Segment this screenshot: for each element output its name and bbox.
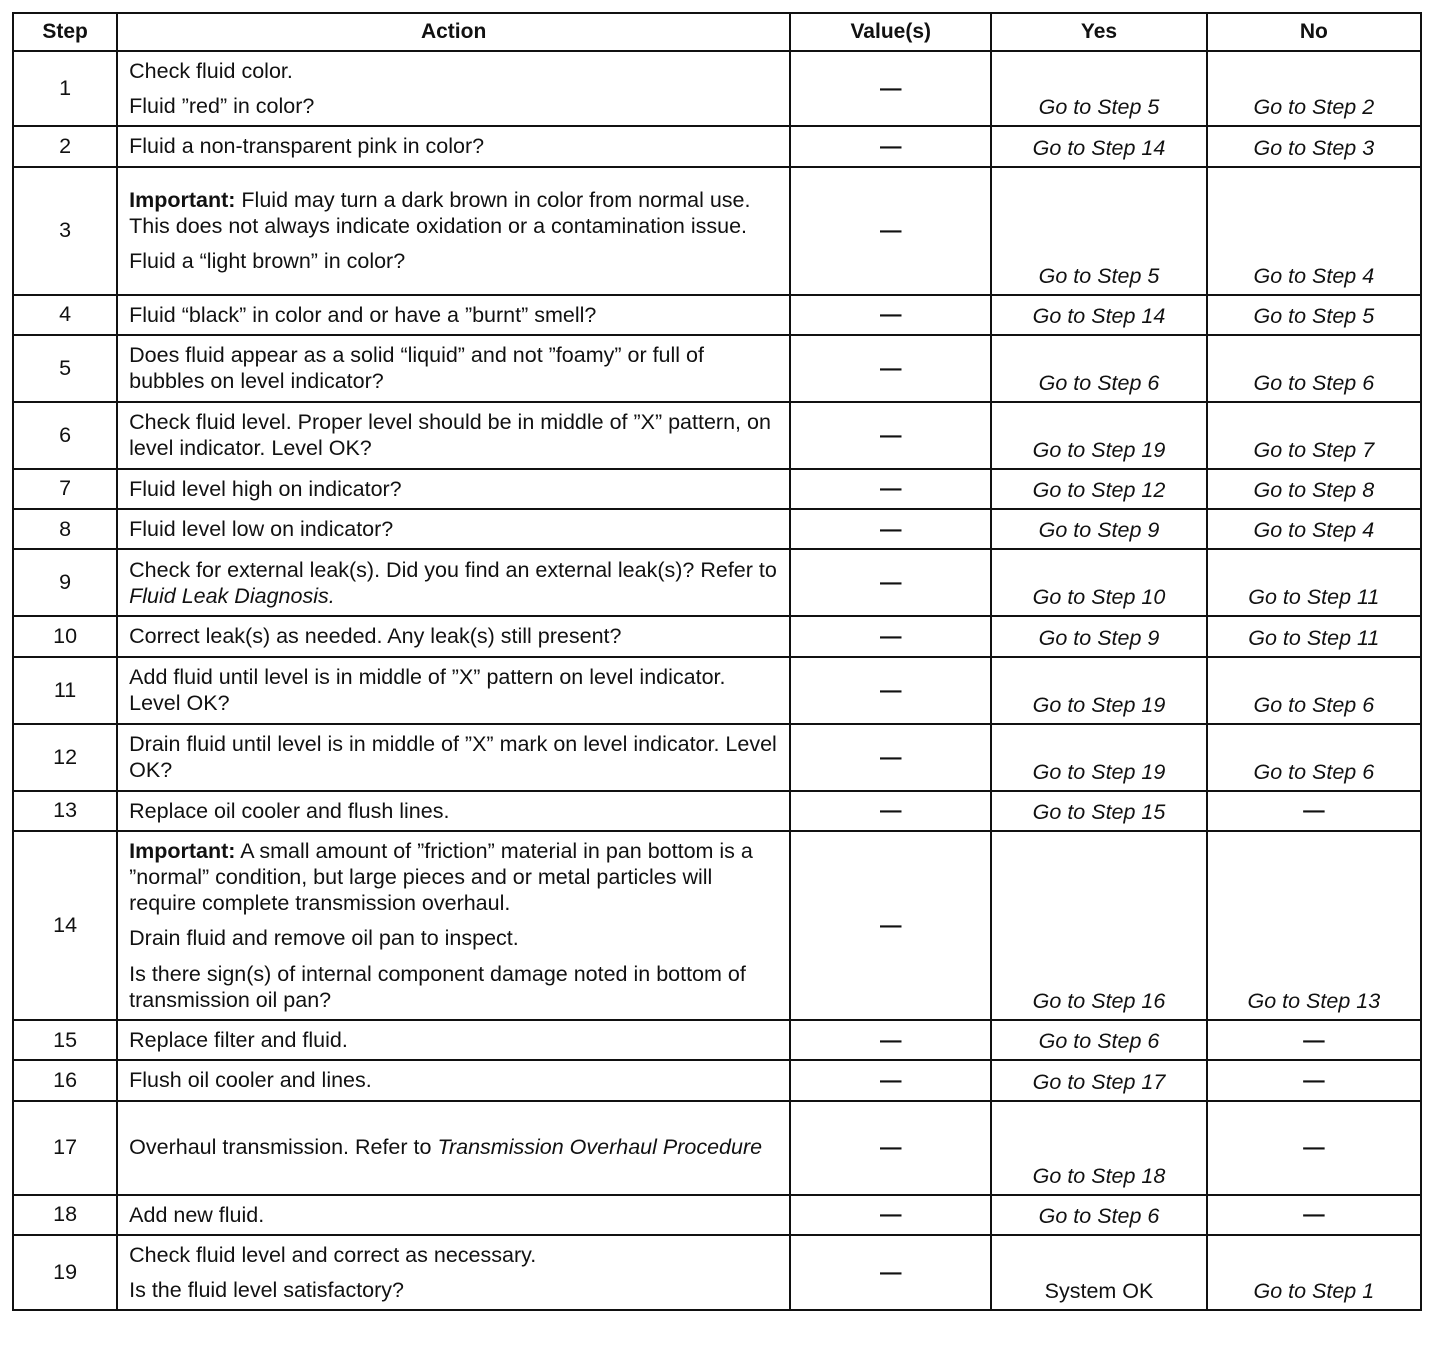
action-line (129, 798, 779, 824)
header-step: Step (13, 13, 117, 51)
action-text: Replace oil cooler and flush lines. (129, 798, 450, 823)
yes-cell: Go to Step 10 (991, 549, 1206, 616)
step-number: 14 (13, 831, 117, 1020)
yes-cell: Go to Step 18 (991, 1101, 1206, 1195)
action-cell (117, 295, 790, 335)
value-cell: — (790, 1060, 991, 1100)
step-number: 4 (13, 295, 117, 335)
action-cell (117, 1060, 790, 1100)
action-text: Overhaul transmission. Refer to (129, 1135, 438, 1160)
action-line (129, 1027, 779, 1053)
table-row (13, 402, 1421, 469)
table-row (13, 1235, 1421, 1310)
action-line (129, 1277, 779, 1303)
value-cell: — (790, 831, 991, 1020)
step-number: 6 (13, 402, 117, 469)
action-line (129, 925, 779, 951)
step-number: 12 (13, 724, 117, 791)
action-cell (117, 1020, 790, 1060)
header-yes: Yes (991, 13, 1206, 51)
yes-cell: Go to Step 6 (991, 1195, 1206, 1235)
action-text: Is there sign(s) of internal component damage noted in bottom of transmission oil pan? (129, 961, 746, 1012)
no-cell: Go to Step 4 (1207, 509, 1421, 549)
value-cell: — (790, 791, 991, 831)
action-cell (117, 791, 790, 831)
step-number: 17 (13, 1101, 117, 1195)
action-cell (117, 509, 790, 549)
no-cell: — (1207, 1101, 1421, 1195)
header-row (13, 13, 1421, 51)
action-line (129, 409, 779, 461)
action-line (129, 93, 779, 119)
important-text: A small amount of ”friction” material in pan bottom is a ”normal” condition, but large pieces and or metal particles will require complete transmission overhaul. (129, 838, 753, 916)
action-text: Check fluid level. Proper level should be in middle of ”X” pattern, on level indicator. Level OK? (129, 410, 771, 461)
action-cell (117, 1195, 790, 1235)
action-text: Check fluid level and correct as necessary. (129, 1242, 537, 1267)
yes-cell: Go to Step 19 (991, 402, 1206, 469)
yes-cell: Go to Step 5 (991, 51, 1206, 126)
table-row (13, 1020, 1421, 1060)
no-cell: Go to Step 7 (1207, 402, 1421, 469)
value-cell: — (790, 295, 991, 335)
important-note (129, 187, 779, 239)
action-text: Flush oil cooler and lines. (129, 1068, 372, 1093)
value-cell: — (790, 1235, 991, 1310)
procedure-reference: Fluid Leak Diagnosis. (129, 583, 335, 608)
action-line (129, 476, 779, 502)
yes-cell: Go to Step 6 (991, 335, 1206, 402)
action-line (129, 731, 779, 783)
action-line (129, 1242, 779, 1268)
action-cell (117, 724, 790, 791)
table-row (13, 724, 1421, 791)
step-number: 16 (13, 1060, 117, 1100)
table-row (13, 549, 1421, 616)
no-cell: Go to Step 1 (1207, 1235, 1421, 1310)
action-text: Fluid a non-transparent pink in color? (129, 134, 485, 159)
no-cell: Go to Step 3 (1207, 126, 1421, 166)
procedure-reference: Transmission Overhaul Procedure (437, 1135, 763, 1160)
action-text: Is the fluid level satisfactory? (129, 1277, 404, 1302)
no-cell: — (1207, 1195, 1421, 1235)
value-cell: — (790, 549, 991, 616)
action-line (129, 1202, 779, 1228)
yes-cell: Go to Step 15 (991, 791, 1206, 831)
action-cell (117, 335, 790, 402)
yes-cell: Go to Step 5 (991, 167, 1206, 295)
action-line (129, 248, 779, 274)
no-cell: Go to Step 11 (1207, 549, 1421, 616)
action-cell (117, 1101, 790, 1195)
no-cell: Go to Step 11 (1207, 616, 1421, 656)
step-number: 5 (13, 335, 117, 402)
header-no: No (1207, 13, 1421, 51)
table-row (13, 1195, 1421, 1235)
step-number: 2 (13, 126, 117, 166)
value-cell: — (790, 469, 991, 509)
action-text: Add fluid until level is in middle of ”X” pattern on level indicator. Level OK? (129, 664, 726, 716)
action-line (129, 58, 779, 84)
no-cell: Go to Step 6 (1207, 724, 1421, 791)
action-cell (117, 167, 790, 295)
table-row (13, 657, 1421, 724)
step-number: 19 (13, 1235, 117, 1310)
action-cell (117, 402, 790, 469)
diagnostic-table (12, 12, 1422, 1311)
table-row (13, 295, 1421, 335)
table-row (13, 616, 1421, 656)
step-number: 18 (13, 1195, 117, 1235)
action-cell (117, 657, 790, 724)
value-cell: — (790, 167, 991, 295)
action-text: Correct leak(s) as needed. Any leak(s) still present? (129, 624, 622, 649)
yes-cell: System OK (991, 1235, 1206, 1310)
action-text: Check fluid color. (129, 59, 293, 83)
action-cell (117, 549, 790, 616)
action-line (129, 342, 779, 394)
yes-cell: Go to Step 19 (991, 724, 1206, 791)
action-text: Drain fluid until level is in middle of ”X” mark on level indicator. Level OK? (129, 731, 777, 783)
header-action: Action (117, 13, 790, 51)
action-line (129, 557, 779, 609)
table-row (13, 791, 1421, 831)
action-text: Check for external leak(s). Did you find an external leak(s)? Refer to (129, 557, 777, 582)
no-cell: Go to Step 4 (1207, 167, 1421, 295)
value-cell: — (790, 724, 991, 791)
table-row (13, 335, 1421, 402)
table-row (13, 1101, 1421, 1195)
no-cell: Go to Step 8 (1207, 469, 1421, 509)
yes-cell: Go to Step 6 (991, 1020, 1206, 1060)
yes-cell: Go to Step 9 (991, 616, 1206, 656)
yes-cell: Go to Step 12 (991, 469, 1206, 509)
yes-cell: Go to Step 17 (991, 1060, 1206, 1100)
value-cell: — (790, 1195, 991, 1235)
table-row (13, 1060, 1421, 1100)
step-number: 3 (13, 167, 117, 295)
value-cell: — (790, 335, 991, 402)
action-line (129, 302, 779, 328)
action-text: Does fluid appear as a solid “liquid” and not ”foamy” or full of bubbles on level indicator? (129, 343, 704, 394)
action-line (129, 664, 779, 716)
value-cell: — (790, 51, 991, 126)
table-row (13, 126, 1421, 166)
no-cell: — (1207, 1020, 1421, 1060)
no-cell: Go to Step 6 (1207, 335, 1421, 402)
important-text: Fluid may turn a dark brown in color from normal use. This does not always indicate oxidation or a contamination issue. (129, 187, 751, 239)
action-text: Replace filter and fluid. (129, 1028, 348, 1053)
action-line (129, 1067, 779, 1093)
yes-cell: Go to Step 14 (991, 295, 1206, 335)
table-row (13, 167, 1421, 295)
step-number: 13 (13, 791, 117, 831)
action-cell (117, 51, 790, 126)
yes-cell: Go to Step 9 (991, 509, 1206, 549)
value-cell: — (790, 509, 991, 549)
important-label: Important: (129, 187, 236, 212)
action-line (129, 623, 779, 649)
step-number: 15 (13, 1020, 117, 1060)
no-cell: Go to Step 2 (1207, 51, 1421, 126)
important-note (129, 838, 779, 917)
table-row (13, 469, 1421, 509)
action-line (129, 1134, 779, 1160)
yes-cell: Go to Step 16 (991, 831, 1206, 1020)
action-line (129, 516, 779, 542)
step-number: 9 (13, 549, 117, 616)
action-line (129, 961, 779, 1013)
value-cell: — (790, 1101, 991, 1195)
step-number: 10 (13, 616, 117, 656)
action-text: Drain fluid and remove oil pan to inspect. (129, 926, 519, 951)
step-number: 8 (13, 509, 117, 549)
action-text: Fluid ”red” in color? (129, 94, 315, 119)
important-label: Important: (129, 838, 236, 863)
action-cell (117, 616, 790, 656)
yes-cell: Go to Step 14 (991, 126, 1206, 166)
action-cell (117, 126, 790, 166)
value-cell: — (790, 657, 991, 724)
step-number: 1 (13, 51, 117, 126)
action-text: Fluid level low on indicator? (129, 517, 394, 542)
no-cell: Go to Step 13 (1207, 831, 1421, 1020)
value-cell: — (790, 1020, 991, 1060)
table-row (13, 509, 1421, 549)
no-cell: Go to Step 5 (1207, 295, 1421, 335)
header-values: Value(s) (790, 13, 991, 51)
yes-cell: Go to Step 19 (991, 657, 1206, 724)
action-cell (117, 469, 790, 509)
value-cell: — (790, 402, 991, 469)
step-number: 11 (13, 657, 117, 724)
table-row (13, 831, 1421, 1020)
action-cell (117, 831, 790, 1020)
action-text: Fluid level high on indicator? (129, 476, 402, 501)
no-cell: Go to Step 6 (1207, 657, 1421, 724)
table-row (13, 51, 1421, 126)
action-text: Fluid “black” in color and or have a ”burnt” smell? (129, 302, 597, 327)
action-text: Fluid a “light brown” in color? (129, 249, 406, 274)
action-line (129, 133, 779, 159)
no-cell: — (1207, 1060, 1421, 1100)
no-cell: — (1207, 791, 1421, 831)
step-number: 7 (13, 469, 117, 509)
value-cell: — (790, 126, 991, 166)
action-text: Add new fluid. (129, 1202, 265, 1227)
value-cell: — (790, 616, 991, 656)
action-cell (117, 1235, 790, 1310)
